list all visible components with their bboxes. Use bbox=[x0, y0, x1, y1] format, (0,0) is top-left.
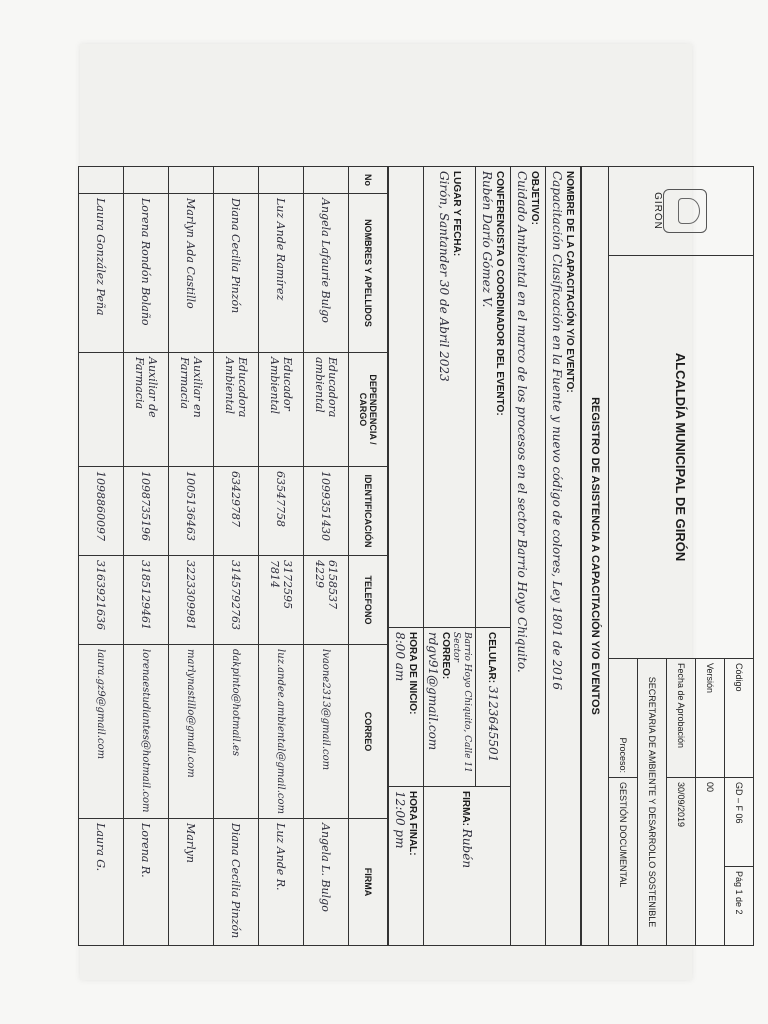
form-header bbox=[581, 166, 754, 946]
attendee-cargo: Auxiliar de Farmacia bbox=[124, 353, 169, 467]
attendee-id: 1098735196 bbox=[124, 467, 169, 556]
phone-label: CELULAR: bbox=[486, 632, 497, 684]
attendee-signature: Lorena R. bbox=[124, 819, 169, 946]
attendee-phone: 3172595 7814 bbox=[259, 556, 304, 645]
phone-value: 3123645501 bbox=[486, 685, 500, 763]
attendee-phone: 6158537 4229 bbox=[304, 556, 349, 645]
attendee-phone: 3223309981 bbox=[169, 556, 214, 645]
end-time-label: HORA FINAL: bbox=[407, 791, 419, 856]
attendee-id: 63429787 bbox=[214, 467, 259, 556]
spacer-cell bbox=[389, 167, 424, 628]
attendee-signature: Angela L. Bulgo bbox=[304, 819, 349, 946]
column-header-no: No bbox=[349, 167, 388, 194]
paper-sheet bbox=[80, 44, 744, 980]
objective-field bbox=[511, 167, 546, 946]
table-row bbox=[124, 167, 169, 946]
attendee-id: 1099351430 bbox=[304, 467, 349, 556]
table-row bbox=[304, 167, 349, 946]
attendee-email: marlynastillo@gmail.com bbox=[169, 645, 214, 819]
lecturer-label: CONFERENCISTA O COORDINADOR DEL EVENTO: bbox=[494, 171, 506, 416]
approval-value: 30/09/2019 bbox=[667, 778, 696, 946]
row-number bbox=[304, 167, 349, 194]
attendee-phone: 3145792763 bbox=[214, 556, 259, 645]
code-value: GD – F 06 bbox=[725, 778, 754, 867]
table-row bbox=[259, 167, 304, 946]
place-label: LUGAR Y FECHA: bbox=[451, 171, 462, 257]
attendee-signature: Luz Ande R. bbox=[259, 819, 304, 946]
column-header-cargo: DEPENDENCIA / CARGO bbox=[349, 353, 388, 467]
attendee-phone: 3185129461 bbox=[124, 556, 169, 645]
version-label: Versión bbox=[696, 659, 725, 778]
logo bbox=[609, 167, 754, 256]
end-time-field bbox=[389, 787, 424, 946]
lecturer-sign-label: FIRMA: bbox=[460, 791, 471, 826]
phone-field bbox=[476, 628, 511, 787]
column-header-phone: TELEFONO bbox=[349, 556, 388, 645]
objective-label: OBJETIVO: bbox=[529, 171, 541, 225]
attendee-name: Luz Ande Ramírez bbox=[259, 194, 304, 353]
attendee-cargo: Educadora Ambiental bbox=[214, 353, 259, 467]
place-extra: Barrio Hoyo Chiquito, Calle 11 Sector bbox=[451, 632, 472, 773]
attendee-email: lorenaestudiantes@hotmail.com bbox=[124, 645, 169, 819]
row-number bbox=[79, 167, 124, 194]
lecturer-sign-field bbox=[424, 787, 511, 946]
end-time-value: 12:00 pm bbox=[393, 791, 408, 849]
table-row bbox=[214, 167, 259, 946]
form-subtitle: REGISTRO DE ASISTENCIA A CAPACITACIÓN Y/O EVENTOS bbox=[582, 167, 609, 946]
attendee-signature: Marlyn bbox=[169, 819, 214, 946]
approval-label: Fecha de Aprobación bbox=[667, 659, 696, 778]
attendee-signature: Laura G. bbox=[79, 819, 124, 946]
table-row bbox=[169, 167, 214, 946]
table-header-row bbox=[349, 167, 388, 946]
column-header-name: NOMBRES Y APELLIDOS bbox=[349, 194, 388, 353]
attendee-id: 1098860097 bbox=[79, 467, 124, 556]
row-number bbox=[214, 167, 259, 194]
attendee-name: Diana Cecilia Pinzón bbox=[214, 194, 259, 353]
attendee-email: dakpinto@hotmail.es bbox=[214, 645, 259, 819]
lecturer-field bbox=[476, 167, 511, 628]
code-label: Código bbox=[725, 659, 754, 778]
attendee-cargo: Auxiliar en Farmacia bbox=[169, 353, 214, 467]
column-header-signature: FIRMA bbox=[349, 819, 388, 946]
start-time-value: 8:00 am bbox=[393, 632, 408, 682]
email-field bbox=[424, 628, 476, 787]
attendee-name: Lorena Rondón Bolaño bbox=[124, 194, 169, 353]
place-value: Girón, Santander 30 de Abril 2023 bbox=[437, 171, 451, 382]
attendee-id: 1005136463 bbox=[169, 467, 214, 556]
attendee-name: Angela Lafaurie Bulgo bbox=[304, 194, 349, 353]
attendee-name: Laura González Peña bbox=[79, 194, 124, 353]
event-name-value: Capacitación Clasificación en la Fuente y nuevo código de colores, Ley 1801 de 2016 bbox=[550, 171, 565, 691]
attendee-cargo: Educador Ambiental bbox=[259, 353, 304, 467]
row-number bbox=[124, 167, 169, 194]
column-header-email: CORREO bbox=[349, 645, 388, 819]
event-name-label: NOMBRE DE LA CAPACITACIÓN Y/O EVENTO: bbox=[564, 171, 576, 393]
page-title: ALCALDÍA MUNICIPAL DE GIRÓN bbox=[609, 256, 754, 659]
department: SECRETARIA DE AMBIENTE Y DESARROLLO SOSTENIBLE bbox=[638, 659, 667, 946]
start-time-label: HORA DE INICIO: bbox=[407, 632, 419, 715]
row-number bbox=[169, 167, 214, 194]
lecturer-value: Rubén Darío Gómez V. bbox=[480, 171, 495, 308]
logo-text: GIRÓN bbox=[652, 192, 664, 230]
attendee-cargo bbox=[79, 353, 124, 467]
attendee-signature: Diana Cecilia Pinzón bbox=[214, 819, 259, 946]
attendee-email: luz.andee.ambiental@gmail.com bbox=[259, 645, 304, 819]
attendee-phone: 3163921636 bbox=[79, 556, 124, 645]
attendance-table bbox=[78, 166, 388, 946]
event-info bbox=[388, 166, 581, 946]
email-label: CORREO: bbox=[440, 632, 451, 680]
email-value: rdgv91@gmail.com bbox=[426, 632, 440, 751]
process-label: Proceso: bbox=[609, 659, 638, 778]
process-value: GESTIÓN DOCUMENTAL bbox=[609, 778, 638, 946]
attendee-cargo: Educadora ambiental bbox=[304, 353, 349, 467]
start-time-field bbox=[389, 628, 424, 787]
attendee-email: lvaone2313@gmail.com bbox=[304, 645, 349, 819]
version-value: 00 bbox=[696, 778, 725, 946]
attendance-form bbox=[94, 166, 754, 946]
objective-value: Cuidado Ambiental en el marco de los procesos en el sector Barrio Hoyo Chiquito. bbox=[515, 171, 530, 673]
seal-icon bbox=[664, 189, 708, 233]
row-number bbox=[259, 167, 304, 194]
lecturer-signature: Rubén bbox=[460, 828, 474, 869]
column-header-id: IDENTIFICACIÓN bbox=[349, 467, 388, 556]
attendee-name: Marlyn Ada Castillo bbox=[169, 194, 214, 353]
table-row bbox=[79, 167, 124, 946]
attendee-email: laura.gz9@gmail.com bbox=[79, 645, 124, 819]
page-count: Pág 1 de 2 bbox=[725, 867, 754, 946]
place-field bbox=[424, 167, 476, 628]
attendee-id: 63547758 bbox=[259, 467, 304, 556]
event-name-field bbox=[546, 167, 581, 946]
